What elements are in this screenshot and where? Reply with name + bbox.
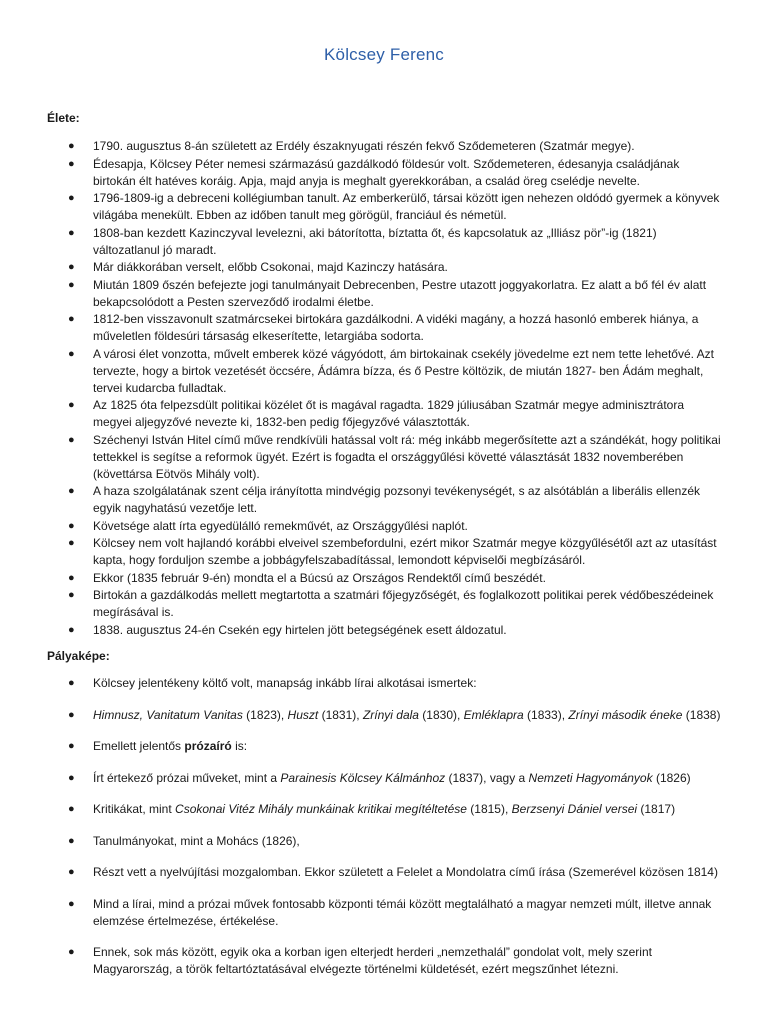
list-item xyxy=(0,535,768,569)
bullet-icon: ● xyxy=(68,261,75,273)
list-item xyxy=(0,738,768,755)
list-item xyxy=(0,138,768,155)
bullet-icon: ● xyxy=(68,897,75,910)
list-item xyxy=(0,896,768,930)
bullet-icon: ● xyxy=(68,866,75,878)
list-item-text: 1812-ben visszavonult szatmárcsekei birtokára gazdálkodni. A vidéki magány, a hozzá hasonló emberek hiánya, a műveletlen földesúri társaság elkeserítette, letargiába sodorta. xyxy=(93,312,699,343)
work-title: Emléklapra xyxy=(463,707,524,722)
text-segment: (1837), vagy a xyxy=(445,770,529,785)
bullet-icon: ● xyxy=(68,226,75,239)
text-segment: (1817) xyxy=(637,802,676,816)
bullet-icon: ● xyxy=(68,192,75,204)
list-item-text: 1808-ban kezdett Kazinczyval levelezni, aki bátorította, bíztatta őt, és kapcsolatuk az „Illiász pör”-ig (1821) változatlanul jó maradt. xyxy=(93,225,657,257)
list-item xyxy=(0,833,768,850)
work-title: Parainesis Kölcsey Kálmánhoz xyxy=(280,770,446,785)
list-item-text xyxy=(93,834,300,848)
bullet-icon: ● xyxy=(68,433,75,446)
text-segment: (1833), xyxy=(523,707,569,722)
list-item-text: Birtokán a gazdálkodás mellett megtartotta a szatmári főjegyzőségét, és foglalkozott politikai perek védőbeszédeinek megírásával is. xyxy=(93,588,714,619)
list-item-text: Miután 1809 őszén befejezte jogi tanulmányait Debrecenben, Pestre utazott joggyakorlatra. Ez alatt a bő fél év alatt bekapcsolódott a Pesten szerveződő irodalmi életbe. xyxy=(93,277,707,309)
list-item-text xyxy=(93,865,718,879)
list-item-text xyxy=(93,897,711,928)
work-title: Himnusz, Vanitatum Vanitas xyxy=(93,707,243,722)
text-segment: Írt értekező prózai műveket, mint a xyxy=(93,770,281,785)
list-item xyxy=(0,397,768,431)
bullet-icon: ● xyxy=(68,571,75,584)
bullet-icon: ● xyxy=(68,589,75,601)
bullet-icon: ● xyxy=(68,708,75,721)
list-item-text: 1796-1809-ig a debreceni kollégiumban tanult. Az emberkerülő, társai között igen nehezen oldódó gyermek a könyvek világába menekült. Ebben az időben tanult meg görögül, franciául és németül. xyxy=(93,191,720,222)
bullet-icon: ● xyxy=(68,803,75,815)
list-item xyxy=(0,944,768,978)
text-segment: Ennek, sok más között, egyik oka a korban igen elterjedt herderi „nemzethalál” gondolat volt, mely szerint Magyarország, a török feltartóztatásával elvégezte történelmi küldetését, ezért megszűnhet létezni. xyxy=(93,945,652,976)
text-segment: Részt vett a nyelvújítási mozgalomban. Ekkor született a Felelet a Mondolatra című írása (Szemerével közösen 1814) xyxy=(93,865,718,879)
list-item-text: Az 1825 óta felpezsdült politikai közélet őt is magával ragadta. 1829 júliusában Szatmár megye adminisztrátora megyei aljegyzővé nevezte ki, 1832-ben pedig főjegyzővé választották. xyxy=(93,398,684,429)
list-item xyxy=(0,190,768,224)
bullet-icon: ● xyxy=(68,140,75,152)
text-segment: Tanulmányokat, mint a Mohács (1826), xyxy=(93,833,300,848)
work-title: Zrínyi dala xyxy=(362,707,419,722)
bullet-icon: ● xyxy=(68,347,75,360)
bullet-icon: ● xyxy=(68,946,75,958)
bullet-icon: ● xyxy=(68,313,75,325)
list-item xyxy=(0,483,768,517)
list-item-text: A városi élet vonzotta, művelt emberek közé vágyódott, ám birtokainak csekély jövedelme ezt nem tette lehetővé. Azt tervezte, hogy a birtok vezetését öccsére, Ádámra bízza, és ő Pestre költözik, de miután 1827- ben Ádám meghalt, tervei kudarcba fulladtak. xyxy=(93,346,714,395)
list-item-text xyxy=(93,771,691,785)
list-item xyxy=(0,225,768,259)
list-item-text xyxy=(93,708,720,722)
work-title: Berzsenyi Dániel versei xyxy=(511,802,638,816)
text-segment: (1838) xyxy=(682,707,721,722)
bullet-icon: ● xyxy=(68,399,75,411)
bullet-icon: ● xyxy=(68,485,75,497)
text-segment: Emellett jelentős xyxy=(93,739,185,753)
text-segment: (1815), xyxy=(466,802,512,816)
list-item xyxy=(0,311,768,345)
bullet-icon: ● xyxy=(68,740,75,752)
text-segment: is: xyxy=(231,739,248,753)
list-item xyxy=(0,770,768,787)
list-item xyxy=(0,864,768,881)
list-item xyxy=(0,801,768,818)
text-segment: (1826) xyxy=(652,770,691,785)
list-item xyxy=(0,570,768,587)
page-title: Kölcsey Ferenc xyxy=(324,45,444,64)
work-title: Zrínyi második éneke xyxy=(568,707,683,722)
section-heading-life: Élete: xyxy=(47,111,80,125)
list-item xyxy=(0,675,768,692)
bullet-icon: ● xyxy=(68,537,75,549)
list-item xyxy=(0,259,768,276)
text-segment: (1831), xyxy=(318,707,363,722)
list-item xyxy=(0,432,768,483)
list-item xyxy=(0,622,768,639)
text-segment: (1823), xyxy=(242,707,288,722)
list-item-text: Követsége alatt írta egyedülálló remekművét, az Országgyűlési naplót. xyxy=(93,518,468,533)
list-item xyxy=(0,277,768,311)
work-title: Nemzeti Hagyományok xyxy=(528,770,653,785)
work-title: Huszt xyxy=(287,707,319,722)
bullet-icon: ● xyxy=(68,771,75,784)
list-item-text: Ekkor (1835 február 9-én) mondta el a Búcsú az Országos Rendektől című beszédét. xyxy=(93,570,546,585)
list-item-text xyxy=(93,802,675,816)
text-segment: Kritikákat, mint xyxy=(93,802,176,816)
list-item-text xyxy=(93,739,247,753)
text-segment: (1830), xyxy=(418,707,464,722)
bullet-icon: ● xyxy=(68,278,75,291)
list-item xyxy=(0,518,768,535)
emphasis-text: prózaíró xyxy=(184,739,232,753)
list-item-text: A haza szolgálatának szent célja irányította mindvégig pozsonyi tevékenységét, s az alsótáblán a liberális ellenzék egyik nagyhatású vezetője lett. xyxy=(93,484,701,515)
career-list xyxy=(0,675,768,993)
bullet-icon: ● xyxy=(68,677,75,689)
list-item xyxy=(0,587,768,621)
bullet-icon: ● xyxy=(68,519,75,532)
life-list xyxy=(0,138,768,639)
section-heading-career: Pályaképe: xyxy=(47,649,110,663)
list-item-text xyxy=(93,676,477,690)
bullet-icon: ● xyxy=(68,157,75,170)
list-item-text: Széchenyi István Hitel című műve rendkívüli hatással volt rá: még inkább megerősítette azt a szándékát, hogy politikai tettekkel is segítse a reformok ügyét. Ezért is fogadta el országgyűlési követté választását 1832 novemberében (követtársa Eötvös Mihály volt). xyxy=(93,432,721,481)
list-item-text: Kölcsey nem volt hajlandó korábbi elveivel szembefordulni, ezért mikor Szatmár megye közgyűlésétől azt az utasítást kapta, hogy forduljon szembe a jobbágyfelszabadítással, lemondott képviselői megbízásáról. xyxy=(93,536,717,567)
text-segment: Mind a lírai, mind a prózai művek fontosabb központi témái között megtalálható a magyar nemzeti múlt, illetve annak elemzése értelmezése, értékelése. xyxy=(93,896,712,928)
bullet-icon: ● xyxy=(68,623,75,636)
bullet-icon: ● xyxy=(68,834,75,847)
work-title: Csokonai Vitéz Mihály munkáinak kritikai megítéltetése xyxy=(175,802,467,816)
list-item xyxy=(0,346,768,397)
list-item xyxy=(0,707,768,724)
text-segment: Kölcsey jelentékeny költő volt, manapság inkább lírai alkotásai ismertek: xyxy=(93,676,477,690)
list-item xyxy=(0,156,768,190)
list-item-text: Már diákkorában verselt, előbb Csokonai, majd Kazinczy hatására. xyxy=(93,260,448,274)
list-item-text: Édesapja, Kölcsey Péter nemesi származású gazdálkodó földesúr volt. Sződemeteren, édesanyja családjának birtokán élt hatéves koráig. Apja, majd anyja is meghalt gyerekkorában, a család öreg cselédje nevelte. xyxy=(93,156,680,188)
list-item-text: 1838. augusztus 24-én Csekén egy hirtelen jött betegségének esett áldozatul. xyxy=(93,622,507,637)
list-item-text: 1790. augusztus 8-án született az Erdély északnyugati részén fekvő Sződemeteren (Szatmár megye). xyxy=(93,139,635,153)
list-item-text xyxy=(93,945,652,976)
